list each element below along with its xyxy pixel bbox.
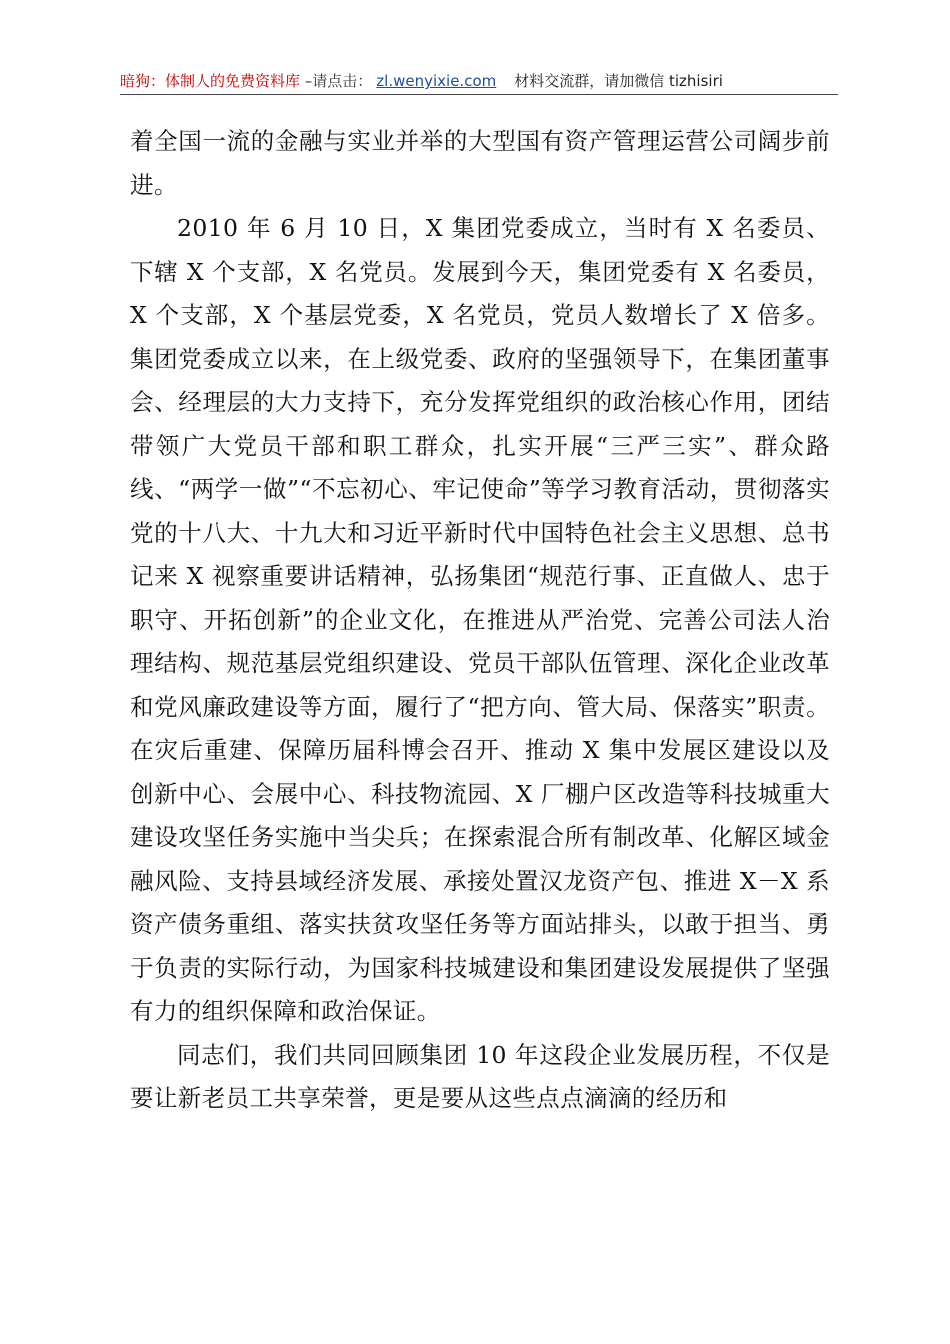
header-divider xyxy=(120,94,838,95)
header-prompt: –请点击： xyxy=(300,72,373,90)
paragraph-3: 同志们，我们共同回顾集团 10 年这段企业发展历程，不仅是要让新老员工共享荣誉，更是要从这些点点滴滴的经历和 xyxy=(130,1040,830,1112)
paragraph-1: 着全国一流的金融与实业并举的大型国有资产管理运营公司阔步前进。 xyxy=(130,127,830,199)
header-contact: 材料交流群，请加微信 tizhisiri xyxy=(514,72,723,90)
header-brand: 暗狗：体制人的免费资料库 xyxy=(120,72,301,90)
header-link[interactable]: zl.wenyixie.com xyxy=(376,72,497,90)
document-body xyxy=(130,120,830,1121)
paragraph-2: 2010 年 6 月 10 日，X 集团党委成立，当时有 X 名委员、下辖 X 个支部，X 名党员。发展到今天，集团党委有 X 名委员，X 个支部，X 个基层党委，X 名党员，党员人数增长了 X 倍多。集团党委成立以来，在上级党委、政府的坚强领导下，在集团董事会、经理层的大力支持下，充分发挥党组织的政治核心作用，团结带领广大党员干部和职工群众，扎实开展“三严三实”、群众路线、“两学一做”“不忘初心、牢记使命”等学习教育活动，贯彻落实党的十八大、十九大和习近平新时代中国特色社会主义思想、总书记来 X 视察重要讲话精神，弘扬集团“规范行事、正直做人、忠于职守、开拓创新”的企业文化，在推进从严治党、完善公司法人治理结构、规范基层党组织建设、党员干部队伍管理、深化企业改革和党风廉政建设等方面，履行了“把方向、管大局、保落实”职责。在灾后重建、保障历届科博会召开、推动 X 集中发展区建设以及创新中心、会展中心、科技物流园、X 厂棚户区改造等科技城重大建设攻坚任务实施中当尖兵；在探索混合所有制改革、化解区域金融风险、支持县域经济发展、承接处置汉龙资产包、推进 X－X 系资产债务重组、落实扶贫攻坚任务等方面站排头，以敢于担当、勇于负责的实际行动，为国家科技城建设和集团建设发展提供了坚强有力的组织保障和政治保证。 xyxy=(130,214,830,1025)
page-header xyxy=(120,68,840,94)
